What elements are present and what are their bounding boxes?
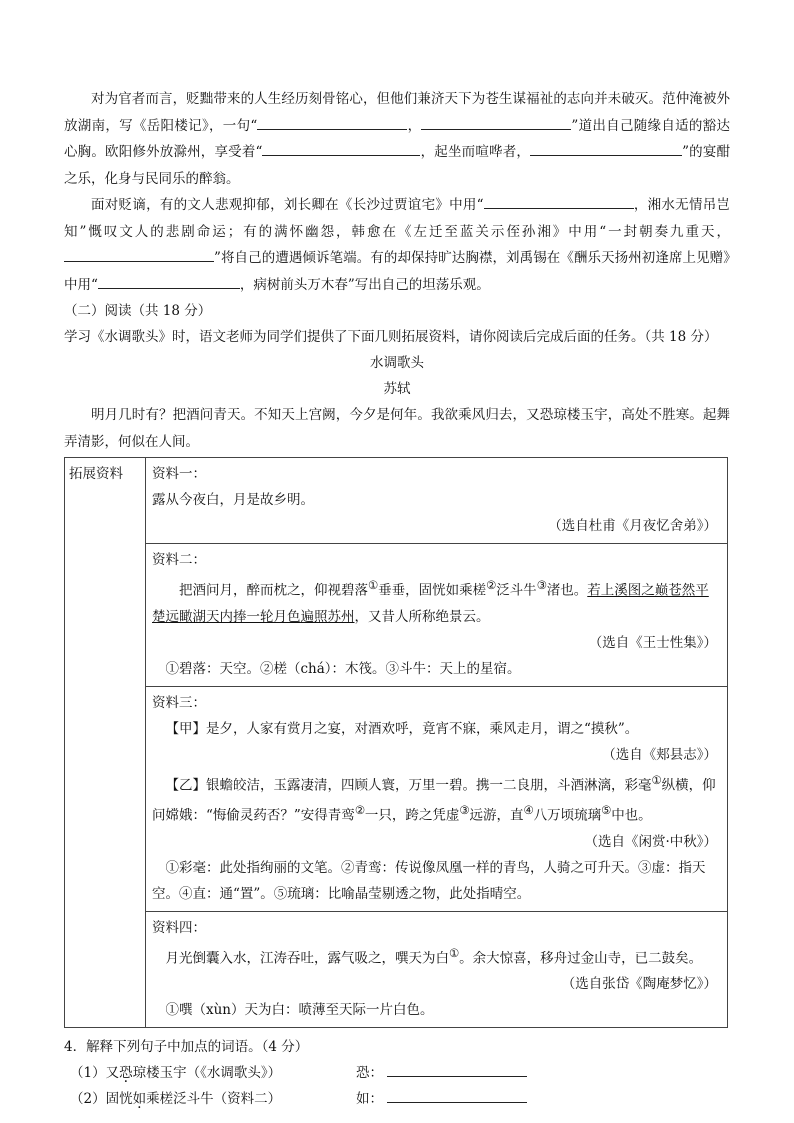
- m4-text-a: 月光倒囊入水，江涛吞吐，露气吸之，噀天为白: [165, 950, 449, 966]
- q4-1-dotted-word: 恐: [119, 1065, 133, 1081]
- m3-note-ref-1: ①: [651, 773, 662, 787]
- poem-author: 苏轼: [383, 381, 411, 397]
- q4-2-dotted-word: 如: [132, 1091, 147, 1107]
- q4-2-pre: （2）固恍: [70, 1091, 133, 1107]
- material-3-cell: [146, 686, 728, 911]
- poem-title: 水调歌头: [370, 355, 424, 371]
- m3-note-ref-3: ③: [459, 804, 470, 817]
- m3-yi-d: 远游，直: [469, 807, 524, 824]
- q4-1-label: 恐：: [356, 1065, 383, 1081]
- q4-2-post: 乘槎泛斗牛（资料二）: [146, 1091, 282, 1107]
- table-label-text: 拓展资料: [69, 466, 123, 482]
- material-3-yi: [152, 768, 721, 829]
- m4-text-b: 。余大惊喜，移舟过金山寺，已二鼓矣。: [459, 950, 703, 966]
- fill-blank-7[interactable]: [98, 274, 240, 289]
- m3-yi-a: 【乙】银蟾皎洁，玉露凄清，四顾人寰，万里一碧。携一二良朋，斗酒淋漓，彩毫: [165, 777, 652, 793]
- material-4-text: [152, 941, 721, 972]
- material-2-source: （选自《王士性集》）: [588, 634, 717, 651]
- para2-text-d: ，病树前头万木春”写出自己的坦荡乐观。: [239, 276, 490, 293]
- m4-note-ref-1: ①: [449, 946, 460, 960]
- fill-blank-6[interactable]: [64, 247, 214, 262]
- m3-note-ref-2: ②: [354, 804, 365, 817]
- material-3-yi-source: （选自《闲赏·中秋》）: [584, 833, 717, 850]
- question-4-item-1-sentence: [64, 1060, 356, 1086]
- paragraph-demotion-2: [64, 192, 730, 298]
- para1-text-c: ”道出自己随缘自适的豁达心胸。欧阳修外放滁州，享受着“: [64, 117, 731, 160]
- material-1-cell: [146, 458, 728, 544]
- fill-blank-3[interactable]: [262, 141, 420, 156]
- material-3-jia-source: （选自《郏县志》）: [602, 746, 717, 763]
- m2-text-d: 渚也。: [546, 582, 588, 599]
- q4-1-pre: （1）又: [70, 1065, 120, 1081]
- question-4: [64, 1034, 730, 1112]
- question-4-item-1: [64, 1060, 730, 1086]
- material-2-text: [152, 573, 721, 630]
- material-2-cell: [146, 544, 728, 687]
- m3-yi-c: 一只，跨之凭虚: [364, 807, 460, 824]
- fill-blank-1[interactable]: [257, 115, 407, 130]
- question-4-item-1-answer: [356, 1060, 527, 1086]
- material-2-notes: ①碧落：天空。②槎（chá）：木筏。③斗牛：天上的星宿。: [165, 660, 521, 677]
- q4-1-answer-blank[interactable]: [387, 1062, 527, 1077]
- m2-note-ref-1: ①: [368, 579, 379, 592]
- material-4-source: （选自张岱《陶庵梦忆》）: [561, 976, 717, 992]
- m2-note-ref-3: ③: [536, 579, 547, 592]
- extension-materials-table: [64, 457, 728, 1028]
- para1-text-b: ，: [407, 117, 422, 134]
- question-4-item-2-sentence: [64, 1086, 356, 1112]
- material-3-notes: ①彩毫：此处指绚丽的文笔。②青鸾：传说像凤凰一样的青鸟，人骑之可升天。③虚：指天空。④直：通“置”。⑤琉璃：比喻晶莹剔透之物，此处指晴空。: [152, 859, 706, 902]
- m2-text-a: 把酒问月，醉而枕之，仰视碧落: [179, 582, 368, 599]
- q4-1-post: 琼楼玉宇（《水调歌头》）: [132, 1065, 282, 1081]
- material-4-cell: [146, 911, 728, 1028]
- question-4-item-2-answer: [356, 1086, 527, 1112]
- para2-text-a: 面对贬谪，有的文人悲观抑郁，刘长卿在《长沙过贾谊宅》中用“: [91, 197, 484, 213]
- m2-underlined-sentence: 若上溪图之巅苍然平楚远瞰湖天内捧一轮月色遍照苏州: [152, 582, 709, 625]
- para2-text-b: ，湘水无情吊岂知”慨叹文人的悲剧命运；有的满怀幽怨，韩愈在《左迁至蓝关示侄孙湘》中用“一封朝奏九重天，: [64, 197, 730, 240]
- reading-intro: 学习《水调歌头》时，语文老师为同学们提供了下面几则拓展资料，请你阅读后完成后面的任务。（共 18 分）: [64, 329, 718, 345]
- question-4-item-2: [64, 1086, 730, 1112]
- fill-blank-5[interactable]: [484, 194, 634, 209]
- m3-note-ref-4: ④: [523, 804, 534, 817]
- m2-text-c: 泛斗牛: [496, 582, 537, 599]
- m2-text-e: ，又昔人所称绝景云。: [354, 608, 490, 625]
- fill-blank-2[interactable]: [421, 115, 571, 130]
- m2-note-ref-2: ②: [486, 579, 497, 592]
- exam-page: [64, 86, 730, 1112]
- material-3-jia: 【甲】是夕，人家有赏月之宴，对酒欢呼，竟宵不寐，乘风走月，谓之“摸秋”。: [165, 720, 639, 737]
- q4-2-answer-blank[interactable]: [387, 1088, 527, 1103]
- material-1-head: 资料一：: [152, 466, 206, 482]
- m2-text-b: 垂垂，固恍如乘槎: [378, 582, 487, 599]
- para2-text-c: ”将自己的遭遇倾诉笔端。有的却保持旷达胸襟，刘禹锡在《酬乐天扬州初逢席上见赠》中用“: [64, 250, 730, 293]
- m3-note-ref-5: ⑤: [601, 804, 612, 817]
- m3-yi-e: 八万顷琉璃: [533, 807, 602, 824]
- section-title: （二）阅读（共 18 分）: [64, 303, 212, 319]
- m3-yi-b: 纵横，仰问嫦娥：“悔偷灵药否？”安得青鸾: [152, 777, 716, 824]
- material-1-text: 露从今夜白，月是故乡明。: [152, 492, 314, 508]
- material-4-head: 资料四：: [152, 919, 206, 936]
- m3-yi-f: 中也。: [611, 807, 652, 824]
- poem-text: 明月几时有？把酒问青天。不知天上宫阙，今夕是何年。我欲乘风归去，又恐琼楼玉宇，高处不胜寒。起舞弄清影，何似在人间。: [64, 407, 730, 450]
- paragraph-demotion-1: [64, 86, 730, 192]
- para1-text-d: ，起坐而喧哗者，: [420, 144, 531, 160]
- question-4-stem: 4．解释下列句子中加点的词语。（4 分）: [64, 1039, 309, 1055]
- material-4-notes: ①噀（xùn）天为白：喷薄至天际一片白色。: [165, 1002, 434, 1018]
- material-1-source: （选自杜甫《月夜忆舍弟》）: [548, 518, 717, 534]
- para1-text-a: 对为官者而言，贬黜带来的人生经历刻骨铭心，但他们兼济天下为苍生谋福祉的志向并未破灭。范仲淹被外放湖南，写《岳阳楼记》，一句“: [64, 91, 730, 134]
- material-2-head: 资料二：: [152, 552, 206, 568]
- para1-text-e: ”的宴酣之乐，化身与民同乐的醉翁。: [64, 144, 731, 187]
- table-label: [65, 458, 146, 1028]
- material-3-head: 资料三：: [152, 694, 206, 711]
- fill-blank-4[interactable]: [530, 141, 682, 156]
- q4-2-label: 如：: [356, 1091, 383, 1107]
